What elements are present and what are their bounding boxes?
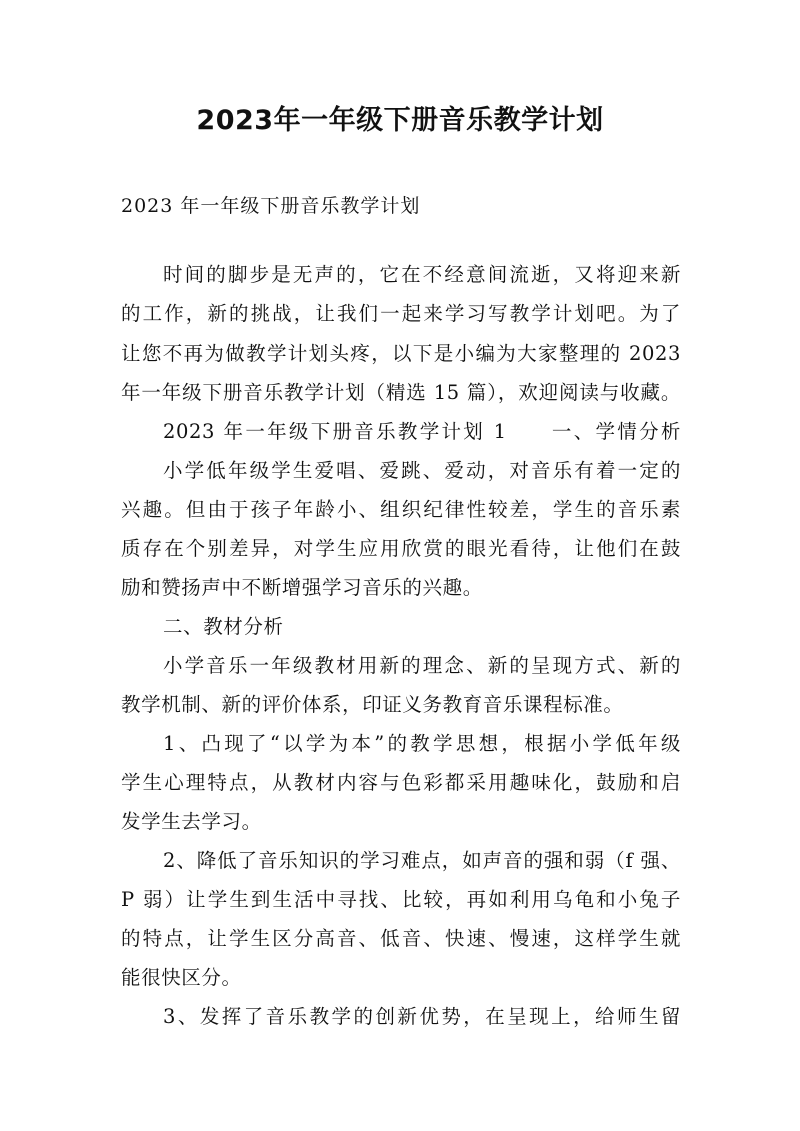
paragraph-line: 兴趣。但由于孩子年龄小、组织纪律性较差，学生的音乐素 (121, 498, 681, 521)
paragraph-line: 年一年级下册音乐教学计划（精选 15 篇），欢迎阅读与收藏。 (121, 381, 681, 404)
paragraph-line: 励和赞扬声中不断增强学习音乐的兴趣。 (121, 576, 483, 599)
paragraph-line: 教学机制、新的评价体系，印证义务教育音乐课程标准。 (121, 693, 624, 716)
section-heading: 二、教材分析 (163, 615, 284, 638)
paragraph-line: 能很快区分。 (121, 966, 242, 989)
document-title: 2023年一年级下册音乐教学计划 (196, 105, 604, 136)
paragraph-line: 的特点，让学生区分高音、低音、快速、慢速，这样学生就 (121, 927, 681, 950)
paragraph-line: 的工作，新的挑战，让我们一起来学习写教学计划吧。为了 (121, 302, 681, 325)
paragraph-line: 小学低年级学生爱唱、爱跳、爱动，对音乐有着一定的 (163, 459, 681, 482)
paragraph-line: P 弱）让学生到生活中寻找、比较，再如利用乌龟和小兔子 (121, 888, 681, 911)
paragraph-line: 1、凸现了“以学为本”的教学思想，根据小学低年级 (163, 732, 681, 755)
paragraph-line: 让您不再为做教学计划头疼，以下是小编为大家整理的 2023 (121, 342, 681, 365)
paragraph-line: 学生心理特点，从教材内容与色彩都采用趣味化，鼓励和启 (121, 771, 681, 794)
paragraph-line: 2023 年一年级下册音乐教学计划 1 一、学情分析 (163, 420, 681, 443)
document-subtitle: 2023 年一年级下册音乐教学计划 (121, 195, 421, 217)
paragraph-line: 2、降低了音乐知识的学习难点，如声音的强和弱（f 强、 (163, 849, 681, 872)
paragraph-line: 质存在个别差异，对学生应用欣赏的眼光看待，让他们在鼓 (121, 537, 681, 560)
paragraph-line: 3、发挥了音乐教学的创新优势，在呈现上，给师生留 (163, 1005, 681, 1028)
paragraph-line: 小学音乐一年级教材用新的理念、新的呈现方式、新的 (163, 654, 681, 677)
paragraph-line: 发学生去学习。 (121, 810, 262, 833)
paragraph-line: 时间的脚步是无声的，它在不经意间流逝，又将迎来新 (163, 263, 681, 286)
